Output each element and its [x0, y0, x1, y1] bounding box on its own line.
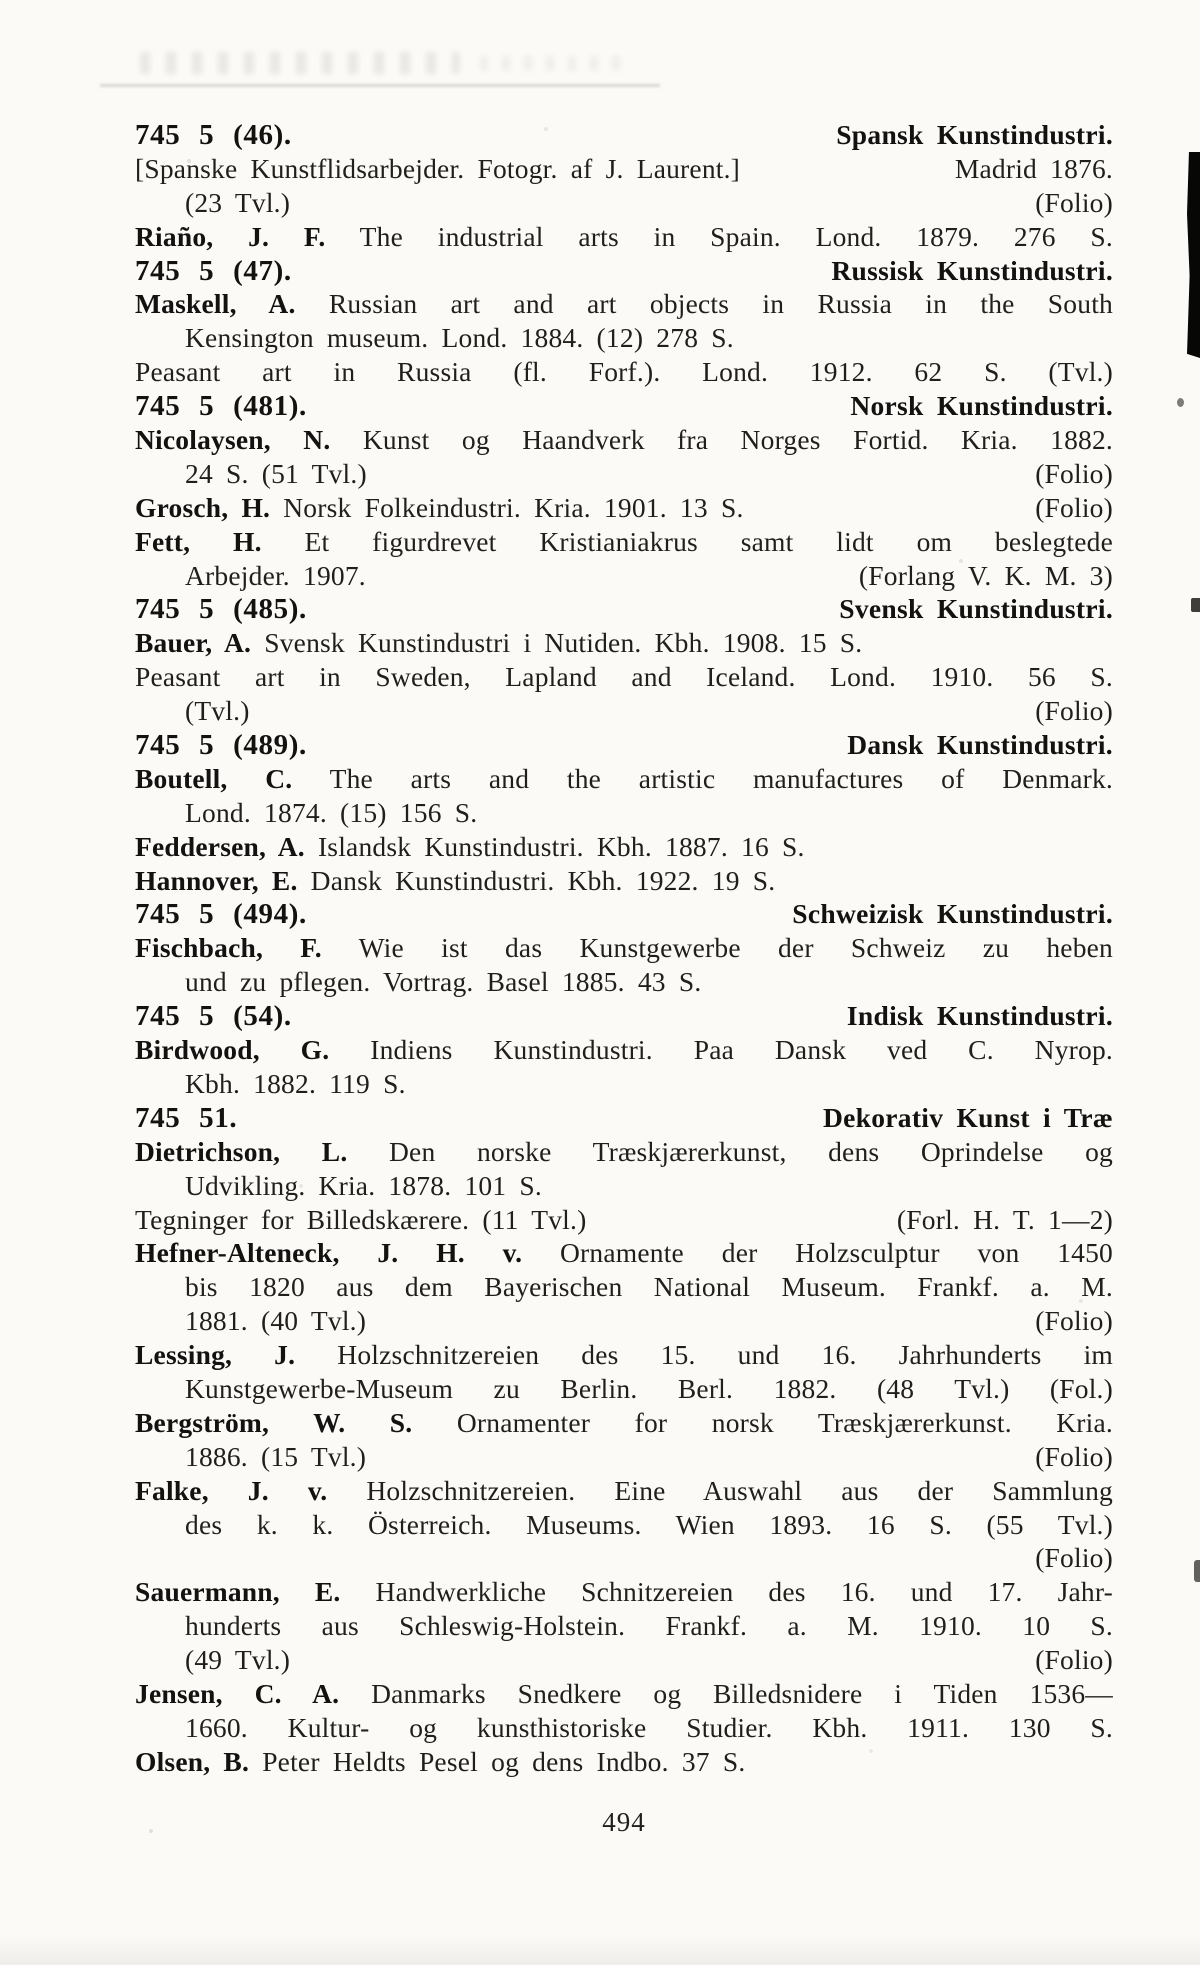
section-header: Dekorativ Kunst i Træ [822, 1101, 1113, 1133]
entry-text: 1886. (15 Tvl.) [185, 1440, 367, 1472]
line-left-part [185, 322, 734, 353]
entry-line [135, 491, 1113, 525]
line-left-part [185, 1610, 1113, 1641]
line-left-part [135, 661, 1113, 692]
entry-line [135, 1135, 1113, 1169]
line-left-part [135, 627, 862, 658]
line-left-part [185, 1271, 1113, 1302]
line-left-part [135, 424, 1113, 455]
line-left-part [135, 897, 307, 932]
section-header: Spansk Kunstindustri. [836, 119, 1113, 150]
line-left-part [185, 797, 477, 828]
line-left-part [135, 1746, 745, 1777]
entry-text: Norsk Folkeindustri. Kria. 1901. 13 S. [283, 491, 744, 523]
line-left-part [185, 1304, 366, 1338]
entry-text: 24 S. (51 Tvl.) [185, 457, 367, 489]
right-annotation: (Folio) [1035, 186, 1113, 218]
entry-text: (Tvl.) [185, 695, 250, 727]
entry-line [135, 1745, 1113, 1779]
author-name: Riaño, J. F. [135, 220, 326, 252]
right-annotation: (Folio) [1035, 1305, 1113, 1337]
entry-text: Tegninger for Billedskærere. (11 Tvl.) [135, 1203, 587, 1235]
entry-line [135, 1575, 1113, 1609]
entry-line [135, 830, 1113, 864]
entry-text: Udvikling. Kria. 1878. 101 S. [185, 1169, 542, 1201]
entry-text: Kbh. 1882. 119 S. [185, 1067, 406, 1099]
classification-number: 745 5 (485). [135, 593, 307, 626]
entry-text: (23 Tvl.) [185, 186, 291, 218]
entry-line [135, 220, 1113, 254]
entry-text: Peasant art in Russia (fl. Forf.). Lond. 1912. 62 S. (Tvl.) [135, 356, 1113, 388]
author-name: Bauer, A. [135, 627, 252, 659]
line-left-part [135, 865, 775, 896]
entry-text: des k. k. Österreich. Museums. Wien 1893. 16 S. (55 Tvl.) [185, 1508, 1113, 1540]
entry-text: Holzschnitzereien des 15. und 16. Jahrhunderts im [337, 1339, 1114, 1371]
entry-line [135, 1304, 1113, 1338]
entry-line [135, 355, 1113, 389]
entry-text: Lond. 1874. (15) 156 S. [185, 796, 478, 828]
ink-bleed-smudge [140, 52, 460, 74]
page-number: 494 [602, 1806, 646, 1837]
entry-text: 1660. Kultur- og kunsthistoriske Studier. Kbh. 1911. 130 S. [185, 1711, 1113, 1743]
author-name: Dietrichson, L. [135, 1135, 348, 1167]
author-name: Olsen, B. [135, 1745, 250, 1777]
classification-heading-line [135, 1101, 1113, 1135]
entry-line [135, 1033, 1113, 1067]
author-name: Hannover, E. [135, 864, 298, 896]
entry-line [135, 1541, 1113, 1575]
scan-streak [100, 84, 660, 87]
line-left-part [135, 1237, 1113, 1268]
line-left-part [135, 221, 1113, 252]
line-left-part [135, 491, 744, 525]
entry-text: Ornamenter for norsk Træskjærerkunst. Kria. [456, 1406, 1113, 1438]
entry-text: Peter Heldts Pesel og dens Indbo. 37 S. [262, 1745, 746, 1777]
classification-heading-line [135, 999, 1113, 1033]
entry-text: Russian art and art objects in Russia in the South [328, 288, 1113, 320]
classification-heading-line [135, 592, 1113, 626]
classification-number: 745 5 (46). [135, 119, 292, 151]
author-name: Falke, J. v. [135, 1474, 328, 1506]
line-left-part [135, 288, 1113, 319]
entry-text: The industrial arts in Spain. Lond. 1879. 276 S. [359, 220, 1113, 252]
classification-heading-line [135, 897, 1113, 931]
classification-heading-line [135, 254, 1113, 288]
line-left-part [135, 1407, 1113, 1438]
entry-line [135, 152, 1113, 186]
entry-line [135, 287, 1113, 321]
line-left-part [135, 1475, 1113, 1506]
line-left-part [135, 152, 740, 186]
right-annotation: (Folio) [1035, 695, 1113, 727]
section-header: Svensk Kunstindustri. [839, 593, 1113, 625]
entry-line [135, 321, 1113, 355]
section-header: Schweizisk Kunstindustri. [792, 898, 1113, 930]
entry-line [135, 1203, 1113, 1237]
entry-text: 1881. (40 Tvl.) [185, 1305, 367, 1337]
entry-text: Peasant art in Sweden, Lapland and Iceland. Lond. 1910. 56 S. [135, 661, 1113, 693]
line-left-part [135, 254, 292, 289]
line-left-part [185, 1643, 290, 1677]
author-name: Grosch, H. [135, 491, 271, 523]
line-left-part [185, 559, 366, 593]
classification-heading-line [135, 118, 1113, 152]
entry-text: Handwerkliche Schnitzereien des 16. und 17. Jahr- [375, 1576, 1113, 1608]
scan-artifact-tick [1194, 1560, 1200, 1582]
scan-artifact-right-bar [1187, 152, 1200, 358]
entry-text: Danmarks Snedkere og Billedsnidere i Tiden 1536— [371, 1677, 1113, 1709]
entry-text: Svensk Kunstindustri i Nutiden. Kbh. 1908. 15 S. [264, 627, 863, 659]
entry-line [135, 1169, 1113, 1203]
right-annotation: (Folio) [1035, 1542, 1113, 1574]
scan-artifact-dot [1177, 398, 1184, 407]
author-name: Fett, H. [135, 525, 262, 557]
section-header: Indisk Kunstindustri. [846, 1000, 1113, 1032]
author-name: Birdwood, G. [135, 1034, 330, 1066]
line-left-part [135, 932, 1113, 963]
ink-bleed-smudge [480, 56, 630, 71]
entry-text: Kunstgewerbe-Museum zu Berlin. Berl. 1882. (48 Tvl.) (Fol.) [185, 1372, 1113, 1404]
author-name: Nicolaysen, N. [135, 424, 331, 456]
entry-line [135, 660, 1113, 694]
entry-text: [Spanske Kunstflidsarbejder. Fotogr. af J. Laurent.] [135, 152, 741, 184]
line-left-part [185, 1440, 366, 1474]
entry-text: und zu pflegen. Vortrag. Basel 1885. 43 S. [185, 966, 702, 998]
author-name: Boutell, C. [135, 762, 293, 794]
author-name: Feddersen, A. [135, 830, 305, 862]
line-left-part [135, 999, 292, 1034]
entry-line [135, 762, 1113, 796]
classification-number: 745 51. [135, 1101, 238, 1134]
line-left-part [135, 1339, 1113, 1370]
catalog-entries [135, 118, 1113, 1839]
scan-artifact-tick [1191, 598, 1200, 612]
entry-line [135, 796, 1113, 830]
right-annotation: (Folio) [1035, 1440, 1113, 1472]
paper-edge-shading [0, 1935, 1200, 1965]
right-annotation: (Folio) [1035, 491, 1113, 523]
entry-text: Indiens Kunstindustri. Paa Dansk ved C. Nyrop. [370, 1034, 1114, 1066]
entry-text: Kensington museum. Lond. 1884. (12) 278 S. [185, 322, 734, 354]
entry-text: Islandsk Kunstindustri. Kbh. 1887. 16 S. [317, 830, 805, 862]
line-left-part [135, 356, 1113, 387]
author-name: Jensen, C. A. [135, 1677, 340, 1709]
classification-number: 745 5 (494). [135, 898, 307, 931]
entry-line [135, 423, 1113, 457]
entry-line [135, 1236, 1113, 1270]
line-left-part [135, 831, 805, 862]
right-annotation: (Forl. H. T. 1—2) [896, 1203, 1113, 1235]
right-annotation: (Folio) [1035, 1644, 1113, 1676]
classification-number: 745 5 (489). [135, 729, 307, 762]
classification-number: 745 5 (54). [135, 1000, 292, 1033]
author-name: Hefner-Alteneck, J. H. v. [135, 1237, 523, 1269]
entry-line [135, 1440, 1113, 1474]
right-annotation: (Folio) [1035, 457, 1113, 489]
entry-line [135, 525, 1113, 559]
entry-text: hunderts aus Schleswig-Holstein. Frankf. a. M. 1910. 10 S. [185, 1610, 1113, 1642]
line-left-part [185, 1170, 542, 1201]
classification-number: 745 5 (481). [135, 390, 307, 423]
entry-text: Dansk Kunstindustri. Kbh. 1922. 19 S. [310, 864, 776, 896]
entry-text: Ornamente der Holzsculptur von 1450 [559, 1237, 1114, 1269]
entry-line [135, 1609, 1113, 1643]
entry-line [135, 1474, 1113, 1508]
entry-text: Kunst og Haandverk fra Norges Fortid. Kria. 1882. [362, 424, 1113, 456]
line-left-part [135, 1576, 1113, 1607]
entry-line [135, 1406, 1113, 1440]
right-annotation: (Forlang V. K. M. 3) [858, 559, 1113, 591]
section-header: Dansk Kunstindustri. [847, 729, 1113, 761]
classification-heading-line [135, 728, 1113, 762]
entry-text: Et figurdrevet Kristianiakrus samt lidt om beslegtede [304, 525, 1113, 557]
line-left-part [185, 1068, 406, 1099]
entry-text: bis 1820 aus dem Bayerischen National Museum. Frankf. a. M. [185, 1271, 1113, 1303]
classification-number: 745 5 (47). [135, 254, 292, 287]
entry-line [135, 1270, 1113, 1304]
section-header: Russisk Kunstindustri. [831, 254, 1113, 286]
entry-line [135, 931, 1113, 965]
section-header: Norsk Kunstindustri. [850, 390, 1113, 422]
right-annotation: Madrid 1876. [954, 152, 1113, 184]
entry-line [135, 457, 1113, 491]
entry-lines [135, 118, 1113, 1779]
entry-text: Wie ist das Kunstgewerbe der Schweiz zu heben [358, 932, 1113, 964]
line-left-part [185, 1373, 1113, 1404]
line-left-part [185, 186, 290, 220]
entry-text: Holzschnitzereien. Eine Auswahl aus der Sammlung [366, 1474, 1113, 1506]
line-left-part [135, 728, 307, 763]
line-left-part [185, 457, 367, 491]
line-left-part [135, 389, 307, 424]
line-left-part [135, 1678, 1113, 1709]
entry-line [135, 1711, 1113, 1745]
line-left-part [135, 1203, 586, 1237]
line-left-part [185, 694, 250, 728]
entry-line [135, 965, 1113, 999]
paper-specks [0, 0, 2, 2]
entry-line [135, 1372, 1113, 1406]
author-name: Fischbach, F. [135, 932, 322, 964]
author-name: Sauermann, E. [135, 1576, 341, 1608]
line-left-part [135, 1034, 1113, 1065]
entry-text: The arts and the artistic manufactures of Denmark. [329, 762, 1113, 794]
author-name: Maskell, A. [135, 288, 296, 320]
line-left-part [135, 592, 307, 627]
entry-line [135, 1067, 1113, 1101]
line-left-part [135, 1136, 1113, 1167]
entry-line [135, 864, 1113, 898]
line-left-part [185, 1509, 1113, 1540]
line-left-part [135, 1101, 237, 1136]
line-left-part [185, 966, 701, 997]
entry-text: Den norske Træskjærerkunst, dens Oprindelse og [389, 1135, 1113, 1167]
entry-line [135, 1338, 1113, 1372]
entry-text: Arbejder. 1907. [185, 559, 366, 591]
line-left-part [185, 1712, 1113, 1743]
author-name: Bergström, W. S. [135, 1406, 413, 1438]
classification-heading-line [135, 389, 1113, 423]
entry-text: (49 Tvl.) [185, 1644, 291, 1676]
line-left-part [135, 118, 292, 153]
author-name: Lessing, J. [135, 1339, 296, 1371]
line-left-part [135, 526, 1113, 557]
line-left-part [135, 763, 1113, 794]
entry-line [135, 626, 1113, 660]
entry-line [135, 186, 1113, 220]
entry-line [135, 1508, 1113, 1542]
entry-line [135, 559, 1113, 593]
entry-line [135, 1643, 1113, 1677]
entry-line [135, 1677, 1113, 1711]
entry-line [135, 694, 1113, 728]
